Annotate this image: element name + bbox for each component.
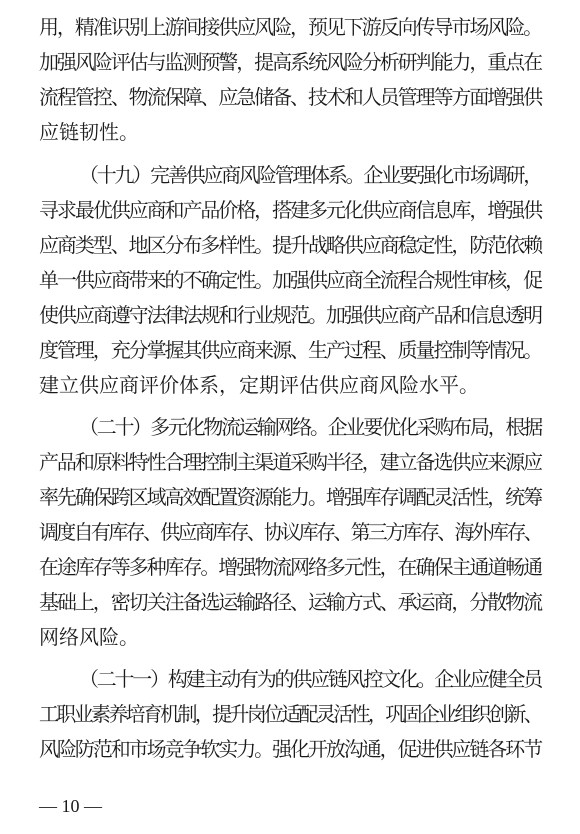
text-line: 在途库存等多种库存。增强物流网络多元性，在确保主通道畅通 bbox=[39, 555, 542, 579]
text-line: 度管理，充分掌握其供应商来源、生产过程、质量控制等情况。 bbox=[39, 338, 542, 362]
text-line: 建立供应商评价体系，定期评估供应商风险水平。 bbox=[39, 373, 479, 397]
section-heading-line: （二十）多元化物流运输网络。企业要优化采购布局，根据 bbox=[79, 415, 542, 439]
text-line: 单一供应商带来的不确定性。加强供应商全流程合规性审核，促 bbox=[39, 268, 542, 292]
text-line: 网络风险。 bbox=[39, 625, 139, 649]
text-line: 率先确保跨区域高效配置资源能力。增强库存调配灵活性，统筹 bbox=[39, 485, 542, 509]
text-line: 应链韧性。 bbox=[39, 120, 139, 144]
text-line: 风险防范和市场竞争软实力。强化开放沟通，促进供应链各环节 bbox=[39, 737, 542, 761]
text-line: 应商类型、地区分布多样性。提升战略供应商稳定性，防范依赖 bbox=[39, 233, 542, 257]
text-line: 加强风险评估与监测预警，提高系统风险分析研判能力，重点在 bbox=[39, 50, 542, 74]
text-line: 基础上，密切关注备选运输路径、运输方式、承运商，分散物流 bbox=[39, 590, 542, 614]
text-line: 产品和原料特性合理控制主渠道采购半径，建立备选供应来源应 bbox=[39, 450, 542, 474]
text-line: 流程管控、物流保障、应急储备、技术和人员管理等方面增强供 bbox=[39, 85, 542, 109]
section-heading-line: 工职业素养培育机制，提升岗位适配灵活性，巩固企业组织创新、 bbox=[39, 702, 541, 726]
text-line: （二十一）构建主动有为的供应链风控文化。企业应健全员 bbox=[79, 667, 542, 691]
page-number: — 10 — bbox=[39, 796, 102, 816]
section-heading-line: （十九）完善供应商风险管理体系。企业要强化市场调研， bbox=[79, 163, 542, 187]
text-line: 用，精准识别上游间接供应风险，预见下游反向传导市场风险。 bbox=[39, 15, 542, 39]
text-line: 使供应商遵守法律法规和行业规范。加强供应商产品和信息透明 bbox=[39, 303, 542, 327]
text-line: 寻求最优供应商和产品价格，搭建多元化供应商信息库，增强供 bbox=[39, 198, 542, 222]
text-line: 调度自有库存、供应商库存、协议库存、第三方库存、海外库存、 bbox=[39, 520, 541, 544]
